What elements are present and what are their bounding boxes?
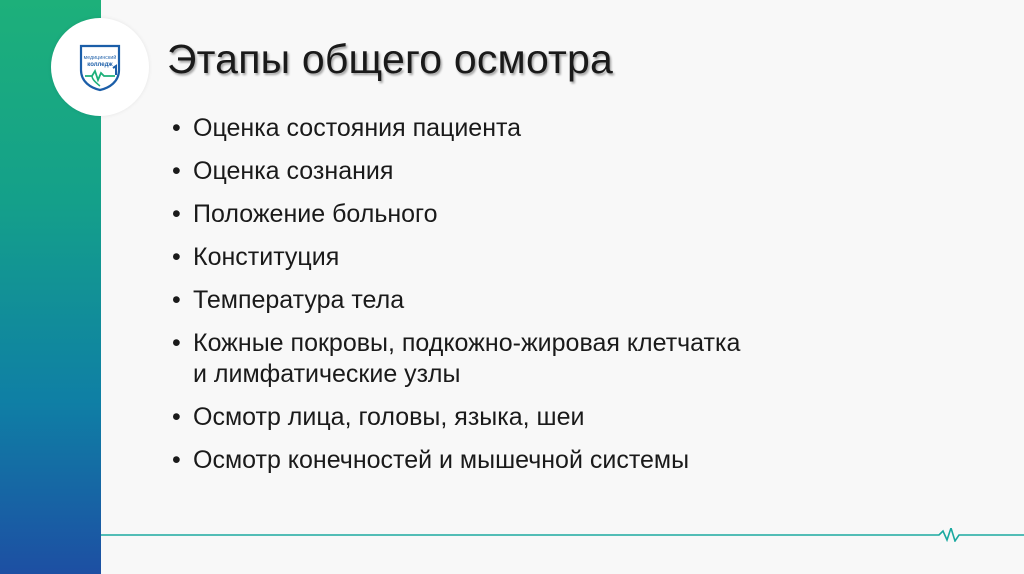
bullet-dot: • — [172, 200, 181, 228]
bullet-dot: • — [172, 157, 181, 185]
bullet-item — [172, 328, 892, 390]
logo-small-text: медицинский — [83, 55, 117, 61]
bullet-item-text: Оценка сознания — [193, 157, 394, 185]
bullet-item — [172, 285, 892, 316]
bullet-item — [172, 156, 892, 187]
bullet-item-text: Осмотр лица, головы, языка, шеи — [193, 403, 585, 431]
bullet-item — [172, 113, 892, 144]
bullet-item — [172, 199, 892, 230]
bullet-item-text: Оценка состояния пациента — [193, 114, 522, 142]
bullet-item-text: Положение больного — [193, 200, 438, 228]
logo-name: колледж — [87, 62, 113, 68]
bullet-dot: • — [172, 329, 181, 357]
bullet-item-text: Кожные покровы, подкожно-жировая клетчатка — [193, 329, 741, 357]
bullet-list — [172, 113, 892, 488]
bullet-dot: • — [172, 286, 181, 314]
bullet-dot: • — [172, 403, 181, 431]
bullet-dot: • — [172, 114, 181, 142]
slide-title: Этапы общего осмотра — [167, 36, 614, 82]
bullet-item — [172, 242, 892, 273]
bullet-item-text: Температура тела — [193, 286, 405, 314]
bullet-item — [172, 402, 892, 433]
bullet-item-text: и лимфатические узлы — [193, 360, 461, 388]
bullet-dot: • — [172, 446, 181, 474]
heartbeat-divider-line — [101, 528, 1024, 542]
bullet-item — [172, 445, 892, 476]
bullet-dot: • — [172, 243, 181, 271]
college-logo — [51, 18, 149, 116]
bullet-item-text: Конституция — [193, 243, 340, 271]
bullet-item-text: Осмотр конечностей и мышечной системы — [193, 446, 690, 474]
